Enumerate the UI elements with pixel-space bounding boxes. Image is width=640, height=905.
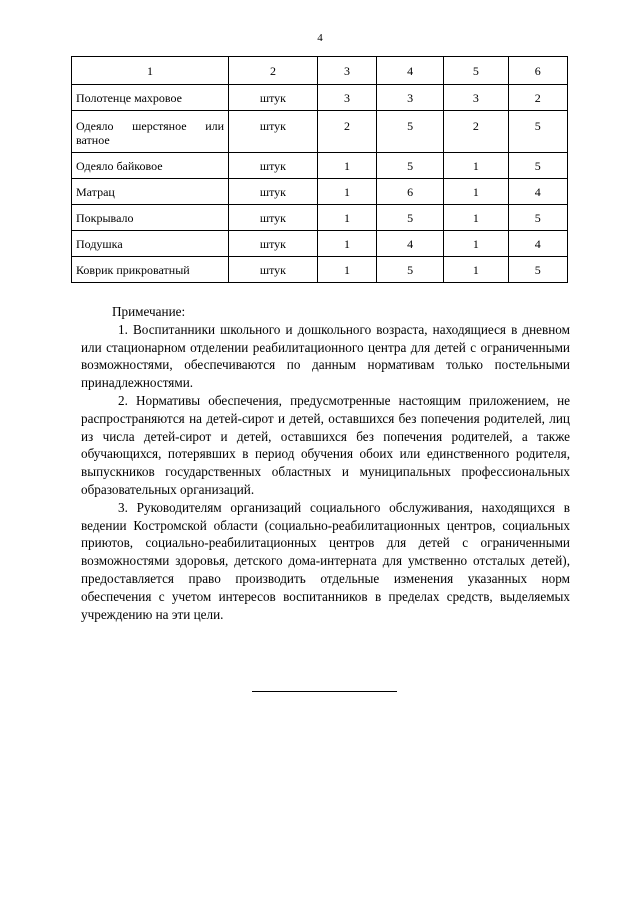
item-name: Подушка xyxy=(72,231,229,257)
item-unit: штук xyxy=(229,179,318,205)
item-unit: штук xyxy=(229,231,318,257)
table-row xyxy=(72,111,568,153)
value-cell: 1 xyxy=(444,153,508,179)
item-name: Матрац xyxy=(72,179,229,205)
table-header-row xyxy=(72,57,568,85)
norms-table xyxy=(71,56,568,283)
value-cell: 5 xyxy=(377,111,444,153)
header-cell: 4 xyxy=(377,57,444,85)
table-row xyxy=(72,153,568,179)
header-cell: 1 xyxy=(72,57,229,85)
item-name: Полотенце махровое xyxy=(72,85,229,111)
value-cell: 1 xyxy=(444,257,508,283)
item-name: Одеяло байковое xyxy=(72,153,229,179)
value-cell: 5 xyxy=(508,257,567,283)
item-name: Одеяло шерстяное или ватное xyxy=(72,111,229,153)
table-row xyxy=(72,257,568,283)
value-cell: 5 xyxy=(508,205,567,231)
value-cell: 4 xyxy=(508,231,567,257)
value-cell: 3 xyxy=(377,85,444,111)
value-cell: 3 xyxy=(444,85,508,111)
value-cell: 3 xyxy=(317,85,376,111)
value-cell: 5 xyxy=(377,257,444,283)
value-cell: 1 xyxy=(317,205,376,231)
item-unit: штук xyxy=(229,205,318,231)
item-unit: штук xyxy=(229,153,318,179)
notes-section xyxy=(81,303,570,623)
note-item-2: 2. Нормативы обеспечения, предусмотренные настоящим приложением, не распространяются на детей-сирот и детей, оставшихся без попечения родителей, лиц из числа детей-сирот и детей, оставшихся без попечения родителей, а также обучающихся, потерявших в период обучения обоих или единственного родителя, выпускников государственных областных и муниципальных профессиональных образовательных организаций. xyxy=(81,392,570,497)
end-divider-line xyxy=(252,691,397,692)
header-cell: 5 xyxy=(444,57,508,85)
value-cell: 1 xyxy=(317,257,376,283)
value-cell: 2 xyxy=(508,85,567,111)
value-cell: 5 xyxy=(508,111,567,153)
value-cell: 2 xyxy=(317,111,376,153)
page-number: 4 xyxy=(317,32,323,44)
table-row xyxy=(72,85,568,111)
table-row xyxy=(72,179,568,205)
value-cell: 1 xyxy=(444,231,508,257)
value-cell: 4 xyxy=(377,231,444,257)
header-cell: 2 xyxy=(229,57,318,85)
value-cell: 1 xyxy=(444,205,508,231)
notes-title: Примечание: xyxy=(112,304,186,319)
value-cell: 1 xyxy=(317,153,376,179)
value-cell: 6 xyxy=(377,179,444,205)
value-cell: 1 xyxy=(444,179,508,205)
note-item-3: 3. Руководителям организаций социального обслуживания, находящихся в ведении Костромской области (социально-реабилитационных центров, социальных приютов, социально-реабилитационных центров для детей с ограниченными возможностями здоровья, детского дома-интерната для умственно отсталых детей), предоставляется право производить отдельные изменения указанных норм обеспечения с учетом интересов воспитанников в пределах средств, выделяемых учреждению на эти цели. xyxy=(81,499,570,622)
table-row xyxy=(72,231,568,257)
item-name: Покрывало xyxy=(72,205,229,231)
item-unit: штук xyxy=(229,257,318,283)
value-cell: 5 xyxy=(508,153,567,179)
item-unit: штук xyxy=(229,85,318,111)
table-row xyxy=(72,205,568,231)
value-cell: 5 xyxy=(377,153,444,179)
item-name: Коврик прикроватный xyxy=(72,257,229,283)
header-cell: 3 xyxy=(317,57,376,85)
value-cell: 1 xyxy=(317,179,376,205)
value-cell: 1 xyxy=(317,231,376,257)
note-item-1: 1. Воспитанники школьного и дошкольного возраста, находящиеся в дневном или стационарном отделении реабилитационного центра для детей с ограниченными возможностями, обеспечиваются по данным нормативам только постельными принадлежностями. xyxy=(81,321,570,391)
header-cell: 6 xyxy=(508,57,567,85)
item-unit: штук xyxy=(229,111,318,153)
value-cell: 2 xyxy=(444,111,508,153)
value-cell: 4 xyxy=(508,179,567,205)
value-cell: 5 xyxy=(377,205,444,231)
